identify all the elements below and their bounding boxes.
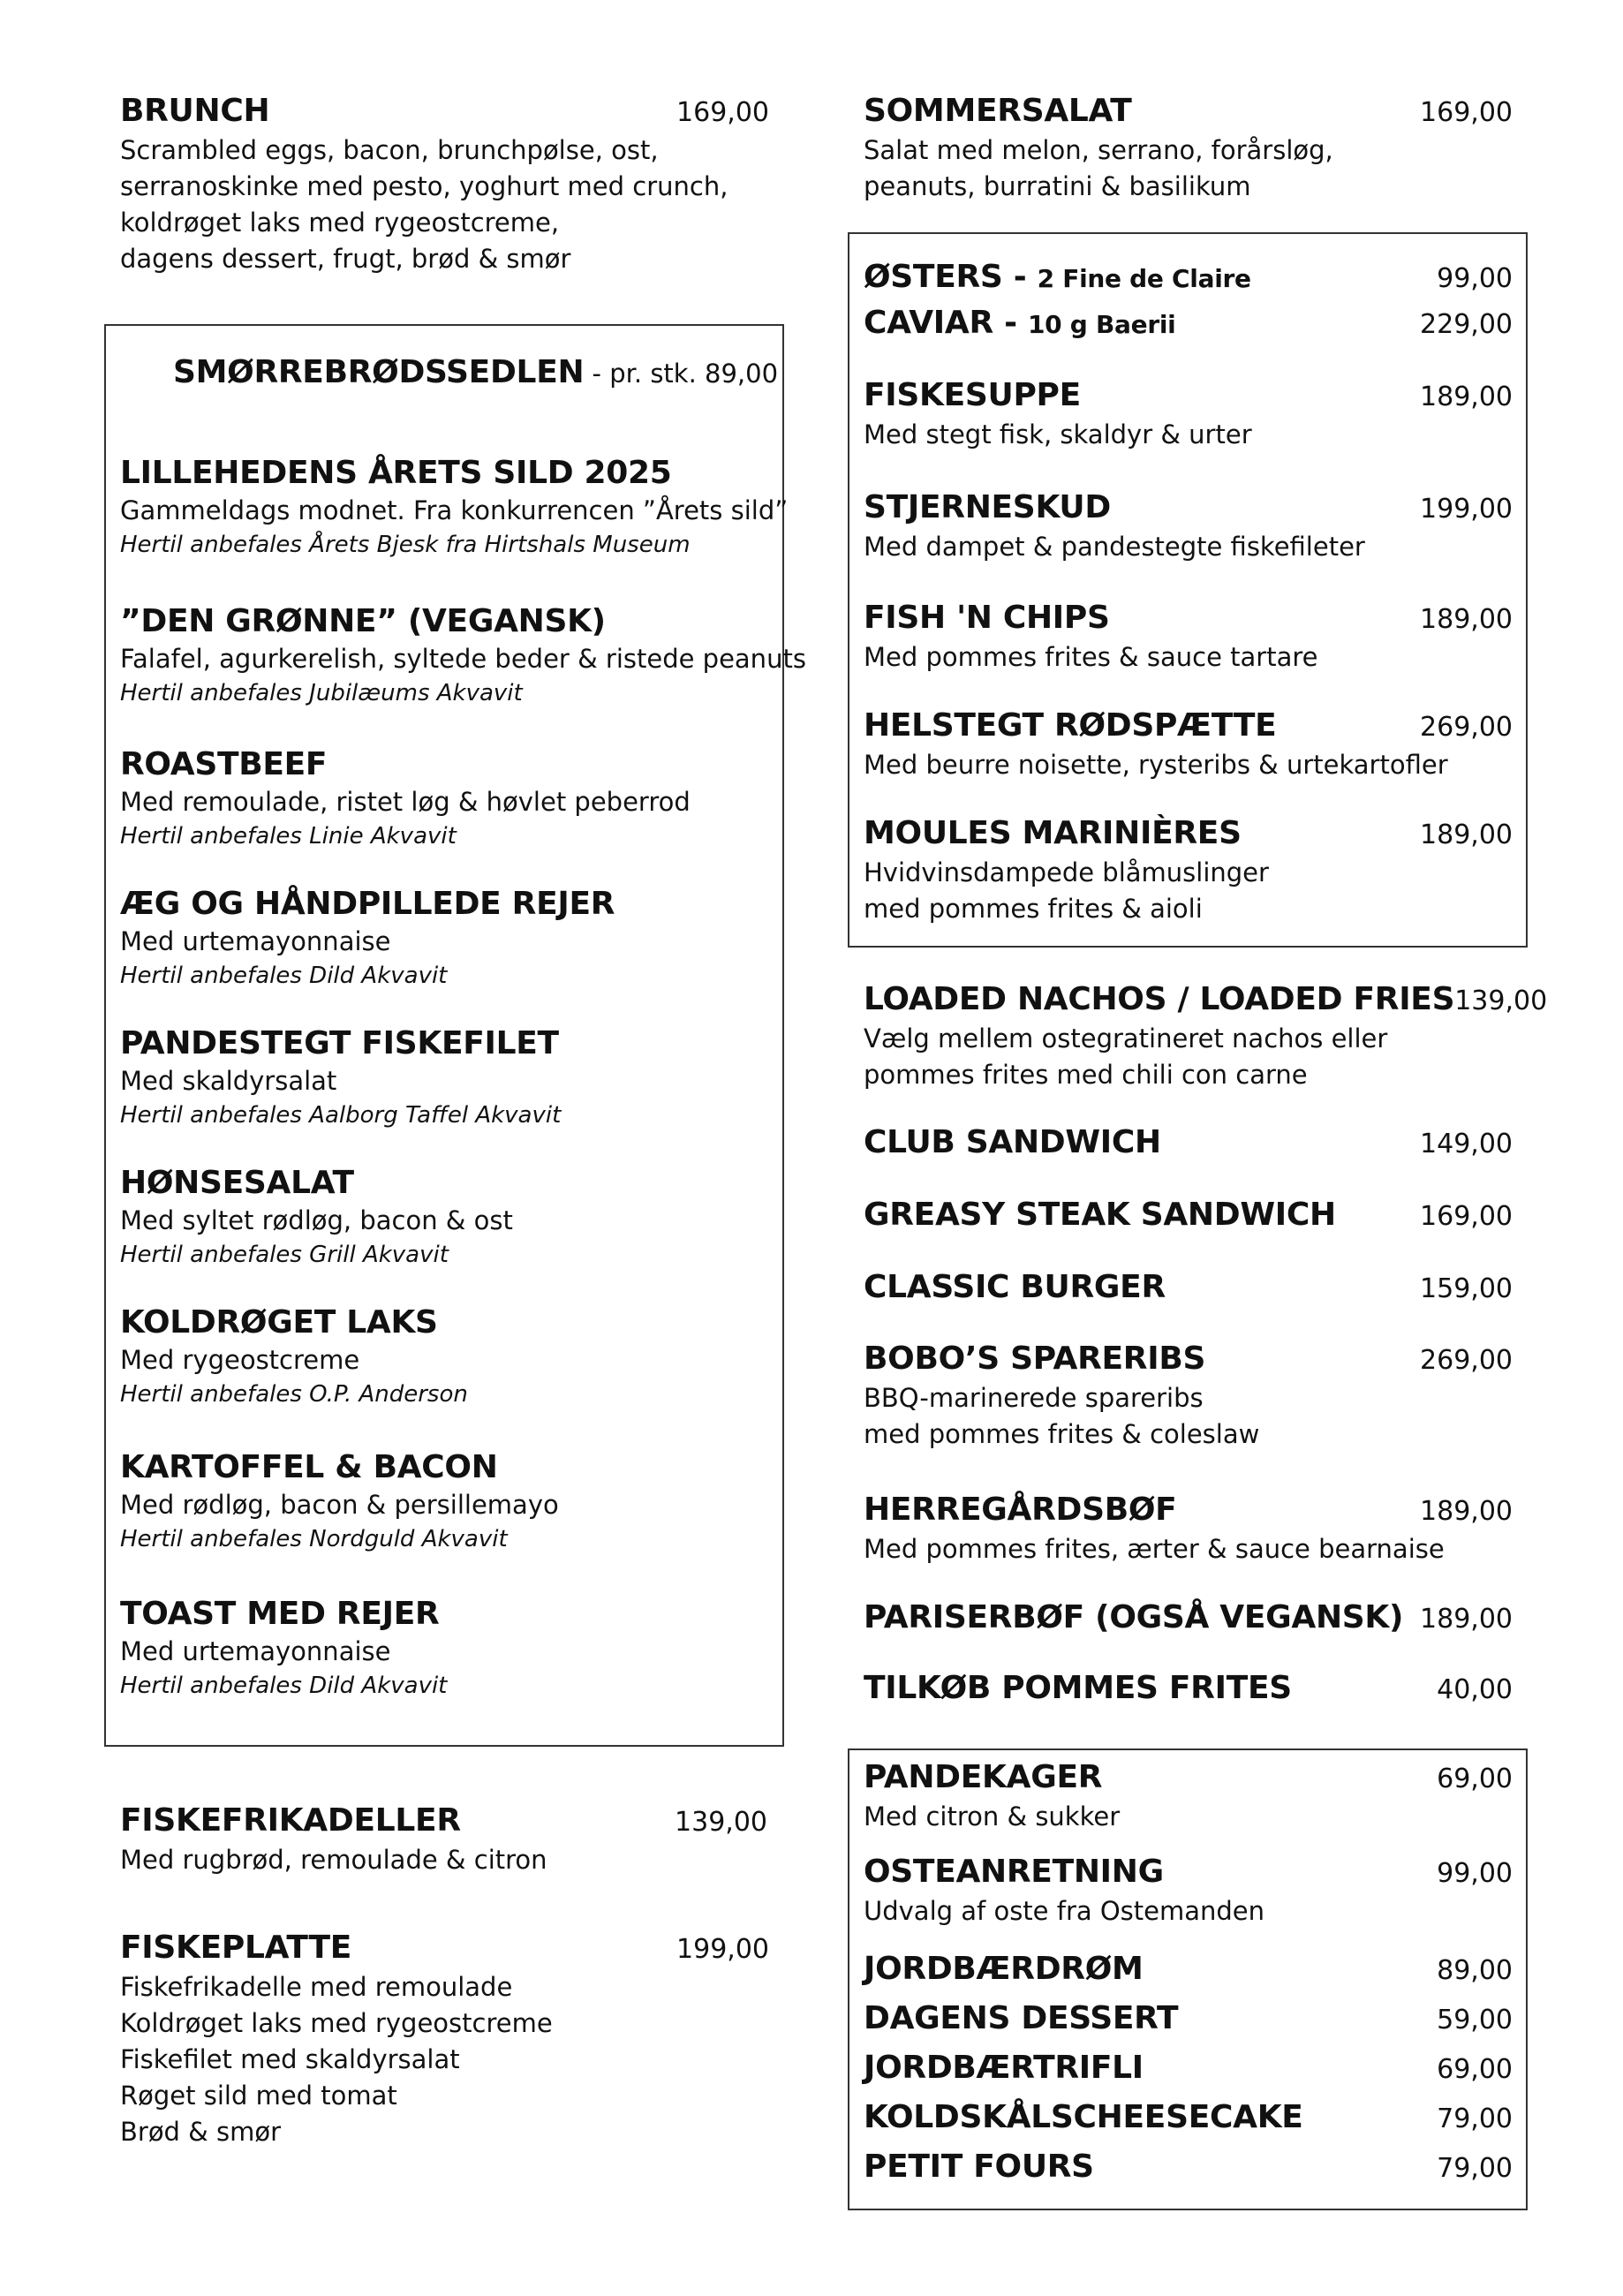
menu-item-osters	[864, 258, 1513, 298]
item-desc: Falafel, agurkerelish, syltede beder & ristede peanuts	[120, 644, 806, 674]
item-desc-line: Med dampet & pandestegte fiskefileter	[864, 532, 1365, 562]
item-price: 79,00	[1437, 2103, 1513, 2134]
item-desc-line: BBQ-marinerede spareribs	[864, 1383, 1204, 1413]
item-price: 149,00	[1420, 1129, 1513, 1159]
item-price: 59,00	[1437, 2005, 1513, 2035]
item-desc-line: Med beurre noisette, rysteribs & urtekartofler	[864, 750, 1448, 780]
item-recommendation: Hertil anbefales O.P. Anderson	[120, 1381, 468, 1408]
item-title: JORDBÆRDRØM	[864, 1951, 1144, 1987]
item-title: BRUNCH	[120, 93, 270, 129]
item-desc-line: serranoskinke med pesto, yoghurt med crunch,	[120, 171, 728, 201]
menu-item-fiskefrikadeller	[120, 1801, 767, 1878]
menu-item	[864, 2049, 1513, 2089]
menu-item	[864, 1268, 1513, 1309]
menu-item	[864, 599, 1513, 676]
smorrebrod-item	[120, 1303, 468, 1410]
menu-item	[864, 1853, 1513, 1930]
item-subtitle: 2 Fine de Claire	[1037, 264, 1251, 293]
item-desc-line: Vælg mellem ostegratineret nachos eller	[864, 1023, 1388, 1054]
item-price: 269,00	[1420, 712, 1513, 743]
item-title: SOMMERSALAT	[864, 93, 1132, 129]
item-recommendation: Hertil anbefales Grill Akvavit	[120, 1242, 449, 1268]
item-title: KOLDRØGET LAKS	[120, 1304, 438, 1341]
item-desc-line: Hvidvinsdampede blåmuslinger	[864, 857, 1269, 887]
item-desc: Med remoulade, ristet løg & høvlet peberrod	[120, 787, 691, 817]
item-title: CLUB SANDWICH	[864, 1124, 1161, 1160]
item-desc: Gammeldags modnet. Fra konkurrencen ”Årets sild”	[120, 495, 789, 525]
menu-item	[864, 1598, 1513, 1639]
menu-item-sommersalat	[864, 92, 1513, 205]
item-desc: Med urtemayonnaise	[120, 926, 391, 956]
item-title: PARISERBØF (OGSÅ VEGANSK)	[864, 1599, 1404, 1635]
smorrebrod-heading-price: - pr. stk. 89,00	[584, 359, 779, 389]
item-desc: Med urtemayonnaise	[120, 1636, 391, 1666]
item-subtitle: 10 g Baerii	[1027, 310, 1176, 339]
item-desc-line: Med pommes frites & sauce tartare	[864, 642, 1318, 672]
menu-item	[864, 1196, 1513, 1236]
item-desc: Med skaldyrsalat	[120, 1066, 337, 1096]
item-price: 229,00	[1420, 309, 1513, 340]
item-desc-line: Brød & smør	[120, 2117, 282, 2147]
menu-item	[864, 1340, 1513, 1453]
item-title: ”DEN GRØNNE” (VEGANSK)	[120, 603, 606, 639]
item-price: 69,00	[1437, 1764, 1513, 1794]
smorrebrod-item	[120, 454, 788, 561]
item-title: TILKØB POMMES FRITES	[864, 1670, 1292, 1706]
item-desc-line: Salat med melon, serrano, forårsløg,	[864, 135, 1333, 165]
item-desc: Med rygeostcreme	[120, 1345, 360, 1375]
smorrebrod-item	[120, 1024, 561, 1131]
item-price: 169,00	[1420, 1201, 1513, 1232]
menu-item	[864, 1999, 1513, 2040]
item-price: 169,00	[1420, 97, 1513, 128]
item-desc: Med rugbrød, remoulade & citron	[120, 1845, 547, 1875]
smorrebrod-item	[120, 885, 615, 992]
smorrebrod-item	[120, 1448, 559, 1555]
menu-item	[864, 1123, 1513, 1164]
item-desc-line: Røget sild med tomat	[120, 2081, 397, 2111]
menu-item	[864, 1669, 1513, 1710]
item-title: PANDESTEGT FISKEFILET	[120, 1025, 559, 1061]
item-title: FISKEFRIKADELLER	[120, 1802, 461, 1839]
item-price: 79,00	[1437, 2153, 1513, 2184]
item-desc-line: Koldrøget laks med rygeostcreme	[120, 2008, 553, 2038]
menu-item	[864, 2148, 1513, 2188]
item-title: CAVIAR -	[864, 305, 1028, 341]
item-price: 139,00	[675, 1807, 767, 1838]
item-price: 139,00	[1454, 986, 1548, 1016]
smorrebrod-item	[120, 1595, 447, 1702]
menu-item	[864, 376, 1513, 453]
item-desc-line: Fiskefilet med skaldyrsalat	[120, 2044, 460, 2074]
item-recommendation: Hertil anbefales Årets Bjesk fra Hirtshals Museum	[120, 532, 691, 558]
item-recommendation: Hertil anbefales Aalborg Taffel Akvavit	[120, 1102, 562, 1129]
item-title: FISKEPLATTE	[120, 1930, 352, 1966]
item-title: STJERNESKUD	[864, 489, 1111, 525]
item-price: 269,00	[1420, 1345, 1513, 1376]
item-desc-line: peanuts, burratini & basilikum	[864, 171, 1251, 201]
item-price: 89,00	[1437, 1955, 1513, 1986]
item-price: 199,00	[676, 1934, 769, 1965]
menu-item	[864, 814, 1513, 927]
smorrebrod-item	[120, 1164, 513, 1271]
smorrebrod-heading-title: SMØRREBRØDSSEDLEN	[173, 354, 585, 390]
smorrebrod-item	[120, 745, 691, 852]
item-recommendation: Hertil anbefales Dild Akvavit	[120, 963, 448, 989]
menu-item-brunch	[120, 92, 769, 277]
item-title: OSTEANRETNING	[864, 1854, 1164, 1890]
item-title: CLASSIC BURGER	[864, 1269, 1166, 1305]
item-desc: Med rødløg, bacon & persillemayo	[120, 1490, 559, 1520]
item-title: LILLEHEDENS ÅRETS SILD 2025	[120, 455, 672, 491]
item-desc-line: koldrøget laks med rygeostcreme,	[120, 208, 560, 238]
item-title: ROASTBEEF	[120, 746, 328, 782]
item-recommendation: Hertil anbefales Nordguld Akvavit	[120, 1526, 508, 1552]
item-title: FISH 'N CHIPS	[864, 600, 1110, 636]
item-title: GREASY STEAK SANDWICH	[864, 1197, 1336, 1233]
item-price: 189,00	[1420, 1496, 1513, 1527]
menu-item	[864, 706, 1513, 783]
item-title: KARTOFFEL & BACON	[120, 1449, 498, 1485]
item-price: 189,00	[1420, 1604, 1513, 1635]
item-price: 189,00	[1420, 604, 1513, 635]
menu-item	[864, 980, 1548, 1093]
item-desc: Med syltet rødløg, bacon & ost	[120, 1205, 513, 1235]
item-title: PANDEKAGER	[864, 1759, 1103, 1795]
smorrebrod-heading	[173, 353, 778, 392]
item-price: 40,00	[1437, 1674, 1513, 1705]
item-title: MOULES MARINIÈRES	[864, 815, 1242, 851]
menu-item	[864, 2098, 1513, 2139]
item-title: ØSTERS -	[864, 259, 1038, 295]
menu-item	[864, 1491, 1513, 1567]
smorrebrod-item	[120, 602, 806, 709]
item-title: JORDBÆRTRIFLI	[864, 2050, 1144, 2086]
item-price: 189,00	[1420, 381, 1513, 412]
item-desc-line: Udvalg af oste fra Ostemanden	[864, 1896, 1265, 1926]
item-desc-line: med pommes frites & aioli	[864, 894, 1203, 924]
item-recommendation: Hertil anbefales Linie Akvavit	[120, 823, 457, 850]
item-title: HØNSESALAT	[120, 1165, 354, 1201]
item-desc-line: Med pommes frites, ærter & sauce bearnaise	[864, 1534, 1445, 1564]
menu-item	[864, 1758, 1513, 1835]
item-price: 99,00	[1437, 263, 1513, 294]
item-desc-line: dagens dessert, frugt, brød & smør	[120, 244, 571, 274]
item-title: TOAST MED REJER	[120, 1596, 440, 1632]
menu-item	[864, 488, 1513, 565]
item-title: DAGENS DESSERT	[864, 2000, 1179, 2036]
item-desc-line: med pommes frites & coleslaw	[864, 1419, 1260, 1449]
item-desc-line: Med stegt fisk, skaldyr & urter	[864, 419, 1252, 449]
item-recommendation: Hertil anbefales Jubilæums Akvavit	[120, 680, 523, 706]
item-desc-line: Med citron & sukker	[864, 1801, 1121, 1832]
item-price: 189,00	[1420, 819, 1513, 850]
item-title: KOLDSKÅLSCHEESECAKE	[864, 2099, 1303, 2135]
item-price: 169,00	[676, 97, 769, 128]
item-title: HERREGÅRDSBØF	[864, 1492, 1177, 1528]
item-price: 159,00	[1420, 1273, 1513, 1304]
item-title: ÆG OG HÅNDPILLEDE REJER	[120, 886, 615, 922]
item-title: LOADED NACHOS / LOADED FRIES	[864, 981, 1455, 1017]
item-price: 199,00	[1420, 494, 1513, 525]
item-desc-line: Scrambled eggs, bacon, brunchpølse, ost,	[120, 135, 659, 165]
menu-item-caviar	[864, 304, 1513, 344]
menu-item-fiskeplatte	[120, 1929, 769, 2150]
menu-item	[864, 1950, 1513, 1990]
item-recommendation: Hertil anbefales Dild Akvavit	[120, 1673, 448, 1699]
item-title: PETIT FOURS	[864, 2149, 1094, 2185]
item-title: FISKESUPPE	[864, 377, 1081, 413]
item-desc-line: Fiskefrikadelle med remoulade	[120, 1972, 513, 2002]
item-desc-line: pommes frites med chili con carne	[864, 1060, 1308, 1090]
item-title: BOBO’S SPARERIBS	[864, 1341, 1206, 1377]
item-price: 99,00	[1437, 1858, 1513, 1889]
item-title: HELSTEGT RØDSPÆTTE	[864, 707, 1277, 744]
item-price: 69,00	[1437, 2054, 1513, 2085]
